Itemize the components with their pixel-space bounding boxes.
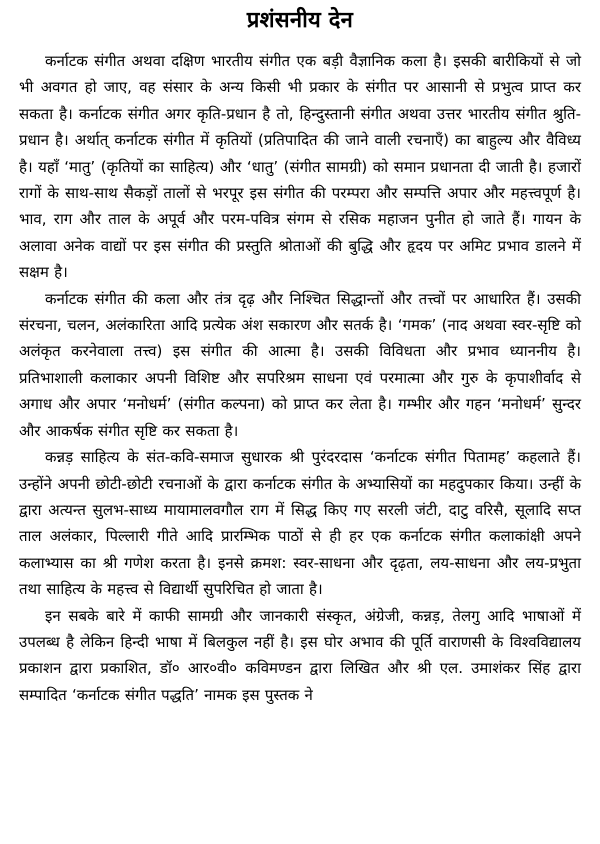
paragraph-1: कर्नाटक संगीत अथवा दक्षिण भारतीय संगीत एक बड़ी वैज्ञानिक कला है। इसकी बारीकियों से जो भी अवगत हो जाए, वह संसार के अन्य किसी भी प्रकार के संगीत पर आसानी से प्रभुत्व प्राप्त कर सकता है। कर्नाटक संगीत अगर कृति-प्रधान है तो, हिन्दुस्तानी संगीत अथवा उत्तर भारतीय संगीत श्रुति-प्रधान है। अर्थात् कर्नाटक संगीत में कृतियों (प्रतिपादित की जाने वाली रचनाएँ) का बाहुल्य और वैविध्य है। यहाँ ‘मातु’ (कृतियों का साहित्य) और ‘धातु’ (संगीत सामग्री) को समान प्रधानता दी जाती है। हजारों रागों के साथ-साथ सैकड़ों तालों से भरपूर इस संगीत की परम्परा और सम्पत्ति अपार और महत्त्वपूर्ण है। भाव, राग और ताल के अपूर्व और परम-पवित्र संगम से रसिक महाजन पुनीत हो जाते हैं। गायन के अलावा अनेक वाद्यों पर इस संगीत की प्रस्तुति श्रोताओं की बुद्धि और हृदय पर अमिट प्रभाव डालने में सक्षम है।	[19, 52, 581, 282]
paragraph-4: इन सबके बारे में काफी सामग्री और जानकारी संस्कृत, अंग्रेजी, कन्नड़, तेलगु आदि भाषाओं में उपलब्ध है लेकिन हिन्दी भाषा में बिलकुल नहीं है। इस घोर अभाव की पूर्ति वाराणसी के विश्वविद्यालय प्रकाशन द्वारा प्रकाशित, डॉ० आर०वी० कविमण्डन द्वारा लिखित और श्री एल. उमाशंकर सिंह द्वारा सम्पादित ‘कर्नाटक संगीत पद्धति’ नामक इस पुस्तक ने	[19, 606, 581, 704]
paragraph-3: कन्नड़ साहित्य के संत-कवि-समाज सुधारक श्री पुरंदरदास ‘कर्नाटक संगीत पितामह’ कहलाते हैं। उन्होंने अपनी छोटी-छोटी रचनाओं के द्वारा कर्नाटक संगीत के अभ्यासियों का महदुपकार किया। उन्हीं के द्वारा अत्यन्त सुलभ-साध्य मायामालवगौल राग में सिद्ध किए गए सरली जंटी, दाटु वरिसै, सूलादि सप्त ताल अलंकार, पिल्लारी गीते आदि प्रारम्भिक पाठों से ही हर एक कर्नाटक संगीत कलाकांक्षी अपने कलाभ्यास का श्री गणेश करता है। इनसे क्रमश: स्वर-साधना और दृढ़ता, लय-साधना और लय-प्रभुता तथा साहित्य के महत्त्व से विद्यार्थी सुपरिचित हो जाता है।	[19, 448, 581, 599]
page-title: प्रशंसनीय देन	[246, 8, 354, 33]
paragraph-2: कर्नाटक संगीत की कला और तंत्र दृढ़ और निश्चित सिद्धान्तों और तत्त्वों पर आधारित हैं। उसकी संरचना, चलन, अलंकारिता आदि प्रत्येक अंश सकारण और सतर्क है। ‘गमक’ (नाद अथवा स्वर-सृष्टि को अलंकृत करनेवाला तत्त्व) इस संगीत की आत्मा है। उसकी विविधता और प्रभाव ध्याननीय है। प्रतिभाशाली कलाकार अपनी विशिष्ट और सपरिश्रम साधना एवं परमात्मा और गुरु के कृपाशीर्वाद से अगाध और अपार ‘मनोधर्म’ (संगीत कल्पना) को प्राप्त कर लेता है। गम्भीर और गहन ‘मनोधर्म’ सुन्दर और आकर्षक संगीत सृष्टि कर सकता है।	[19, 289, 581, 440]
